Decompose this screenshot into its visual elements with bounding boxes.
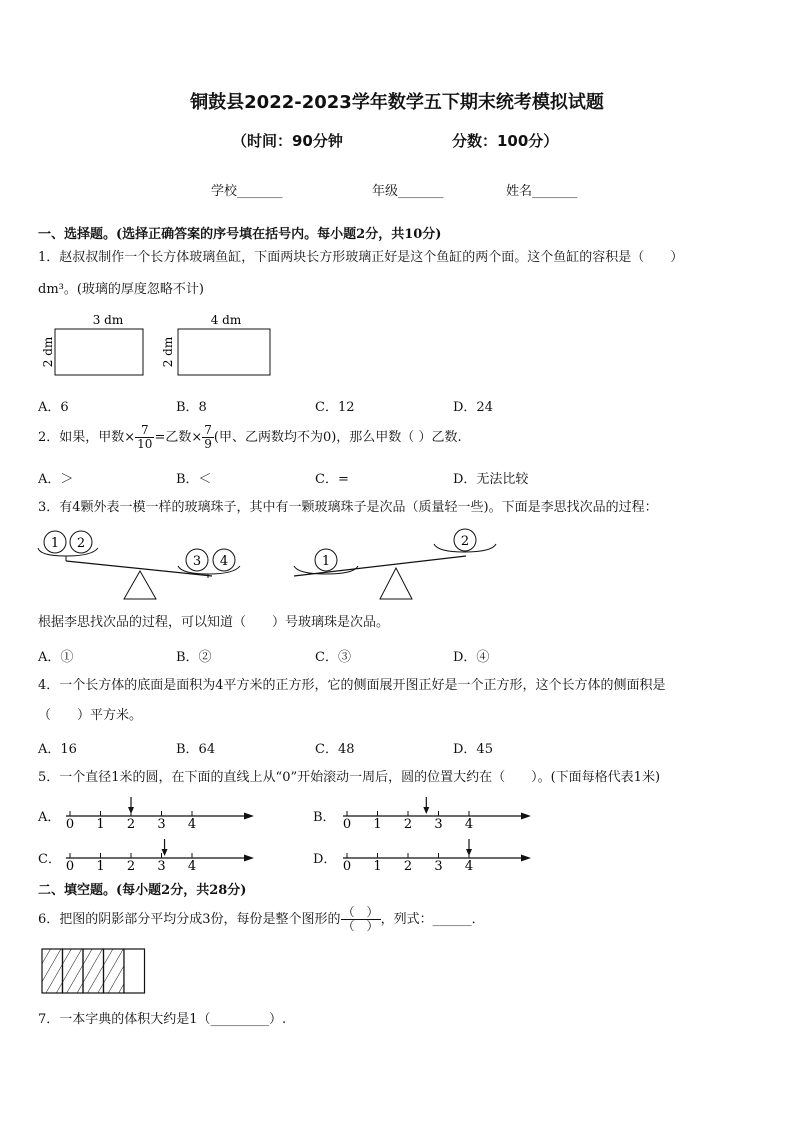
tick-label: 1	[96, 817, 105, 832]
q6-suffix: ，列式：______．	[380, 912, 485, 927]
position-arrowhead	[128, 807, 134, 814]
q1-rectangles-figure	[36, 312, 296, 382]
q2-mid: =乙数×	[154, 430, 203, 445]
tick-label: 1	[373, 859, 382, 874]
axis-arrowhead	[244, 813, 254, 820]
tick-label: 0	[342, 859, 352, 874]
q5-option-a-label[interactable]: A．	[38, 810, 61, 825]
q2-option-d[interactable]: D．无法比较	[453, 472, 529, 487]
ball-3: 3	[192, 554, 202, 569]
exam-time: （时间：90分钟	[232, 132, 343, 150]
q2-text	[38, 424, 462, 451]
q2-option-b[interactable]: B．＜	[176, 472, 212, 487]
glass-rect-1	[55, 329, 143, 375]
tick-label: 0	[65, 859, 75, 874]
tick-label: 3	[157, 817, 166, 832]
q3-text2: 根据李思找次品的过程，可以知道（ ）号玻璃珠是次品。	[38, 615, 390, 630]
q1-option-c[interactable]: C．12	[315, 400, 355, 415]
q2-suffix: (甲、乙两数均不为0)，那么甲数（ ）乙数.	[213, 430, 462, 445]
tick-label: 3	[434, 859, 443, 874]
q3-text: 3．有4颗外表一模一样的玻璃珠子，其中有一颗玻璃珠子是次品（质量轻一些)。下面是李思找次品的过程：	[38, 500, 658, 515]
rect2-top-label: 4 dm	[210, 313, 242, 327]
q1-text2: dm³。(玻璃的厚度忽略不计)	[38, 282, 205, 297]
balance-right	[294, 529, 496, 599]
q7-text: 7．一本字典的体积大约是1（_________）.	[38, 1012, 287, 1027]
tick-label: 4	[464, 859, 474, 874]
rect1-side-label: 2 dm	[41, 336, 55, 368]
q6-prefix: 6．把图的阴影部分平均分成3份，每份是整个图形的	[38, 912, 341, 927]
q6-fraction[interactable]: $\frac{( )}{( )}$	[342, 905, 379, 933]
q5-text: 5．一个直径1米的圆，在下面的直线上从“0”开始滚动一周后，圆的位置大约在（ ）。(下面每格代表1米)	[38, 770, 661, 785]
ball-2: 2	[76, 536, 86, 551]
axis-arrowhead	[521, 855, 531, 862]
number-line-d	[339, 838, 535, 874]
position-arrowhead	[162, 849, 168, 856]
q2-prefix: 2．如果，甲数×	[38, 430, 136, 445]
tick-label: 4	[187, 817, 197, 832]
tick-label: 2	[403, 859, 413, 874]
exam-score: 分数：100分）	[452, 132, 559, 150]
tick-label: 0	[65, 817, 75, 832]
q4-option-c[interactable]: C．48	[315, 742, 355, 757]
tick-label: 2	[126, 859, 136, 874]
q3-option-a[interactable]: A．①	[38, 650, 74, 665]
q1-text: 1．赵叔叔制作一个长方体玻璃鱼缸，下面两块长方形玻璃正好是这个鱼缸的两个面。这个鱼缸的容积是（ ）	[38, 250, 684, 265]
q5-option-b-label[interactable]: B．	[313, 810, 336, 825]
tick-label: 1	[373, 817, 382, 832]
q1-option-b[interactable]: B．8	[176, 400, 207, 415]
ball-right-2: 2	[460, 534, 470, 549]
q3-option-b[interactable]: B．②	[176, 650, 212, 665]
number-line-c	[62, 838, 258, 874]
section1-heading: 一、选择题。(选择正确答案的序号填在括号内。每小题2分，共10分)	[38, 227, 442, 242]
ball-1: 1	[50, 536, 60, 551]
tick-label: 2	[126, 817, 136, 832]
tick-label: 1	[96, 859, 105, 874]
position-arrowhead	[423, 807, 429, 814]
school-field[interactable]: 学校_______	[211, 184, 283, 199]
axis-arrowhead	[521, 813, 531, 820]
q3-option-d[interactable]: D．④	[453, 650, 490, 665]
q4-text: 4．一个长方体的底面是面积为4平方米的正方形，它的侧面展开图正好是一个正方形，这个长方体的侧面积是	[38, 678, 666, 693]
q3-option-c[interactable]: C．③	[315, 650, 351, 665]
tick-label: 4	[187, 859, 197, 874]
shaded-part	[42, 949, 63, 993]
q6-text	[38, 906, 485, 933]
ball-right-1: 1	[321, 554, 331, 569]
rect2-side-label: 2 dm	[161, 336, 175, 368]
q2-option-a[interactable]: A．＞	[38, 472, 74, 487]
q4-option-a[interactable]: A．16	[38, 742, 77, 757]
shaded-part	[63, 949, 84, 993]
tick-label: 3	[434, 817, 443, 832]
q1-option-a[interactable]: A．6	[38, 400, 69, 415]
unshaded-part	[124, 949, 145, 993]
tick-label: 3	[157, 859, 166, 874]
rect1-top-label: 3 dm	[92, 313, 124, 327]
q1-option-d[interactable]: D．24	[453, 400, 493, 415]
balance-figure	[36, 526, 506, 602]
tick-label: 2	[403, 817, 413, 832]
balance-left	[38, 531, 240, 599]
q5-option-c-label[interactable]: C．	[38, 852, 61, 867]
q6-shaded-figure	[41, 947, 151, 997]
q4-option-d[interactable]: D．45	[453, 742, 493, 757]
q2-fraction-2: $\frac{7}{9}$	[204, 423, 212, 451]
name-field[interactable]: 姓名_______	[506, 184, 578, 199]
shaded-part	[83, 949, 104, 993]
axis-arrowhead	[244, 855, 254, 862]
section2-heading: 二、填空题。(每小题2分，共28分)	[38, 883, 247, 898]
q4-option-b[interactable]: B．64	[176, 742, 216, 757]
tick-label: 0	[342, 817, 352, 832]
grade-field[interactable]: 年级_______	[372, 184, 444, 199]
q5-option-d-label[interactable]: D．	[313, 852, 337, 867]
tick-label: 4	[464, 817, 474, 832]
glass-rect-2	[178, 329, 270, 375]
ball-4: 4	[219, 554, 229, 569]
number-line-a	[62, 796, 258, 832]
q4-text2: （ ）平方米。	[38, 708, 143, 723]
q2-option-c[interactable]: C．=	[315, 472, 349, 487]
page-title: 铜鼓县2022-2023学年数学五下期末统考模拟试题	[190, 92, 604, 113]
shaded-part	[104, 949, 125, 993]
q2-fraction-1: $\frac{7}{10}$	[137, 423, 153, 451]
number-line-b	[339, 796, 535, 832]
position-arrowhead	[466, 849, 472, 856]
